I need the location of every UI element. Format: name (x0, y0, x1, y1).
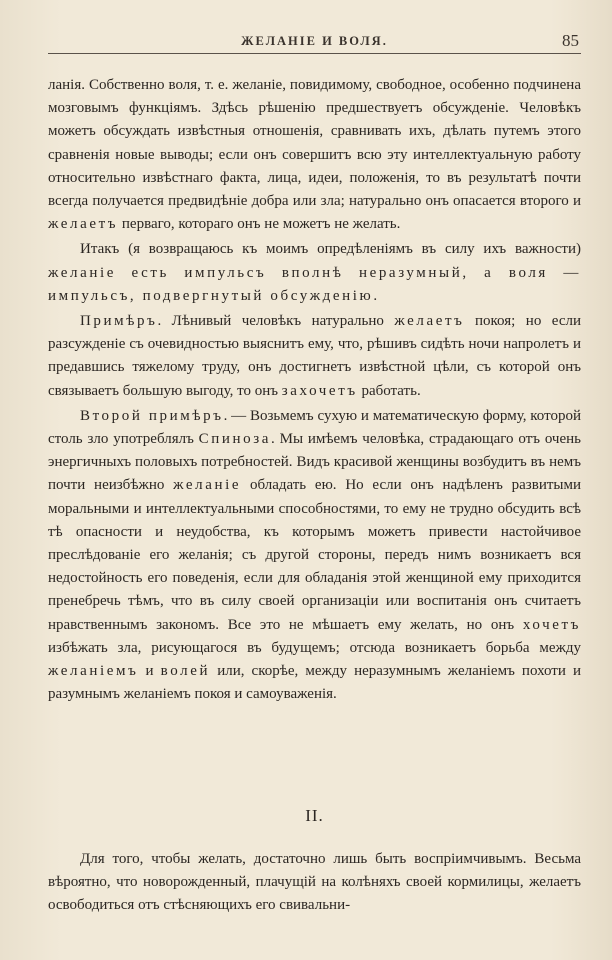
text-run: ланія. Собственно воля, т. е. желаніе, повидимому, свободное, особенно подчинена мозговымъ функціямъ. Здѣсь рѣшенію предшествуетъ обсужденіе. Человѣкъ можетъ обсуждать извѣстныя отношенія, сравнивать ихъ, дѣлать путемъ этого сравненія новые выводы; если онъ совершитъ всю эту интеллектуальную работу относительно извѣстнаго факта, лица, идеи, положенія, то въ результатѣ почти всегда получается предвидѣніе добра или зла; натурально онъ опасается второго и (48, 77, 581, 210)
section-numeral: II. (305, 806, 324, 825)
emphasized-text: захочетъ (281, 382, 358, 399)
paragraph (48, 310, 581, 403)
paragraph (48, 74, 581, 236)
text-run: работать. (357, 382, 421, 399)
emphasized-text: желаніе есть импульсъ вполнѣ неразумный, а воля — импульсъ, подвергнутый обсужденію (48, 264, 581, 304)
running-title: ЖЕЛАНІЕ И ВОЛЯ. (241, 34, 388, 48)
text-run: . Мы имѣемъ человѣка, страдающаго отъ очень энергичныхъ половыхъ потребностей. Видъ красивой женщины возбудитъ въ немъ почти неизбѣжно (48, 431, 581, 494)
running-head (48, 31, 581, 54)
text-run: . Лѣнивый человѣкъ натурально (157, 313, 395, 330)
emphasized-text: желаетъ (48, 216, 119, 233)
text-run: или, скорѣе, между неразумнымъ желаніемъ похоти и разумнымъ желаніемъ покоя и самоуваженія. (48, 663, 581, 703)
emphasized-text: желаніемъ (48, 663, 139, 680)
page-number: 85 (562, 31, 579, 50)
body-text (48, 74, 581, 706)
emphasized-text: желаніе (173, 477, 242, 494)
paragraph: Для того, чтобы желать, достаточно лишь быть воспріимчивымъ. Весьма вѣроятно, что новорожденный, плачущій на колѣняхъ своей кормилицы, желаетъ освободиться отъ стѣсняющихъ его свивальни- (48, 851, 581, 914)
emphasized-text: Второй примѣръ (80, 407, 224, 424)
body-text-section-2 (48, 848, 581, 918)
text-run: Итакъ (я возвращаюсь къ моимъ опредѣленіямъ въ силу ихъ важности) (80, 241, 581, 258)
emphasized-text: Спиноза (198, 431, 272, 448)
paragraph (48, 238, 581, 308)
emphasized-text: волей (160, 663, 211, 680)
text-run: . (373, 287, 378, 304)
emphasized-text: желаетъ (394, 313, 465, 330)
text-run: . — Возьмемъ сухую и математическую форму, которой столь зло употреблялъ (48, 407, 581, 448)
text-run: перваго, котораго онъ не можетъ не желать. (118, 216, 401, 233)
text-run: обладать ею. Но если онъ надѣленъ развитыми моральными и интеллектуальными способностями, то ему не трудно обсудить всѣ тѣ опасности и неудобства, къ которымъ можетъ привести настойчивое преслѣдованіе его желанія; съ другой стороны, передъ нимъ возникаетъ вся недостойность его поведенія, если для обладанія этой женщиной ему приходится пренебречь тѣмъ, что въ силу своей организаціи или воспитанія онъ считаетъ нравственнымъ закономъ. Все это не мѣшаетъ ему желать, но онъ (48, 477, 581, 633)
text-run: и (138, 663, 161, 680)
text-run: избѣжать зла, рисующагося въ будущемъ; отсюда возникаетъ борьба между (48, 639, 581, 656)
emphasized-text: Примѣръ (80, 313, 158, 330)
text-run: покоя; но если разсужденіе съ очевидностью выяснитъ ему, что, рѣшивъ сидѣть ночи напролетъ и предавшись тяжелому труду, онъ достигнетъ извѣстной цѣли, съ которой онъ связываетъ большую выгоду, то онъ (48, 313, 581, 399)
paragraph (48, 405, 581, 707)
emphasized-text: хочетъ (522, 616, 581, 633)
